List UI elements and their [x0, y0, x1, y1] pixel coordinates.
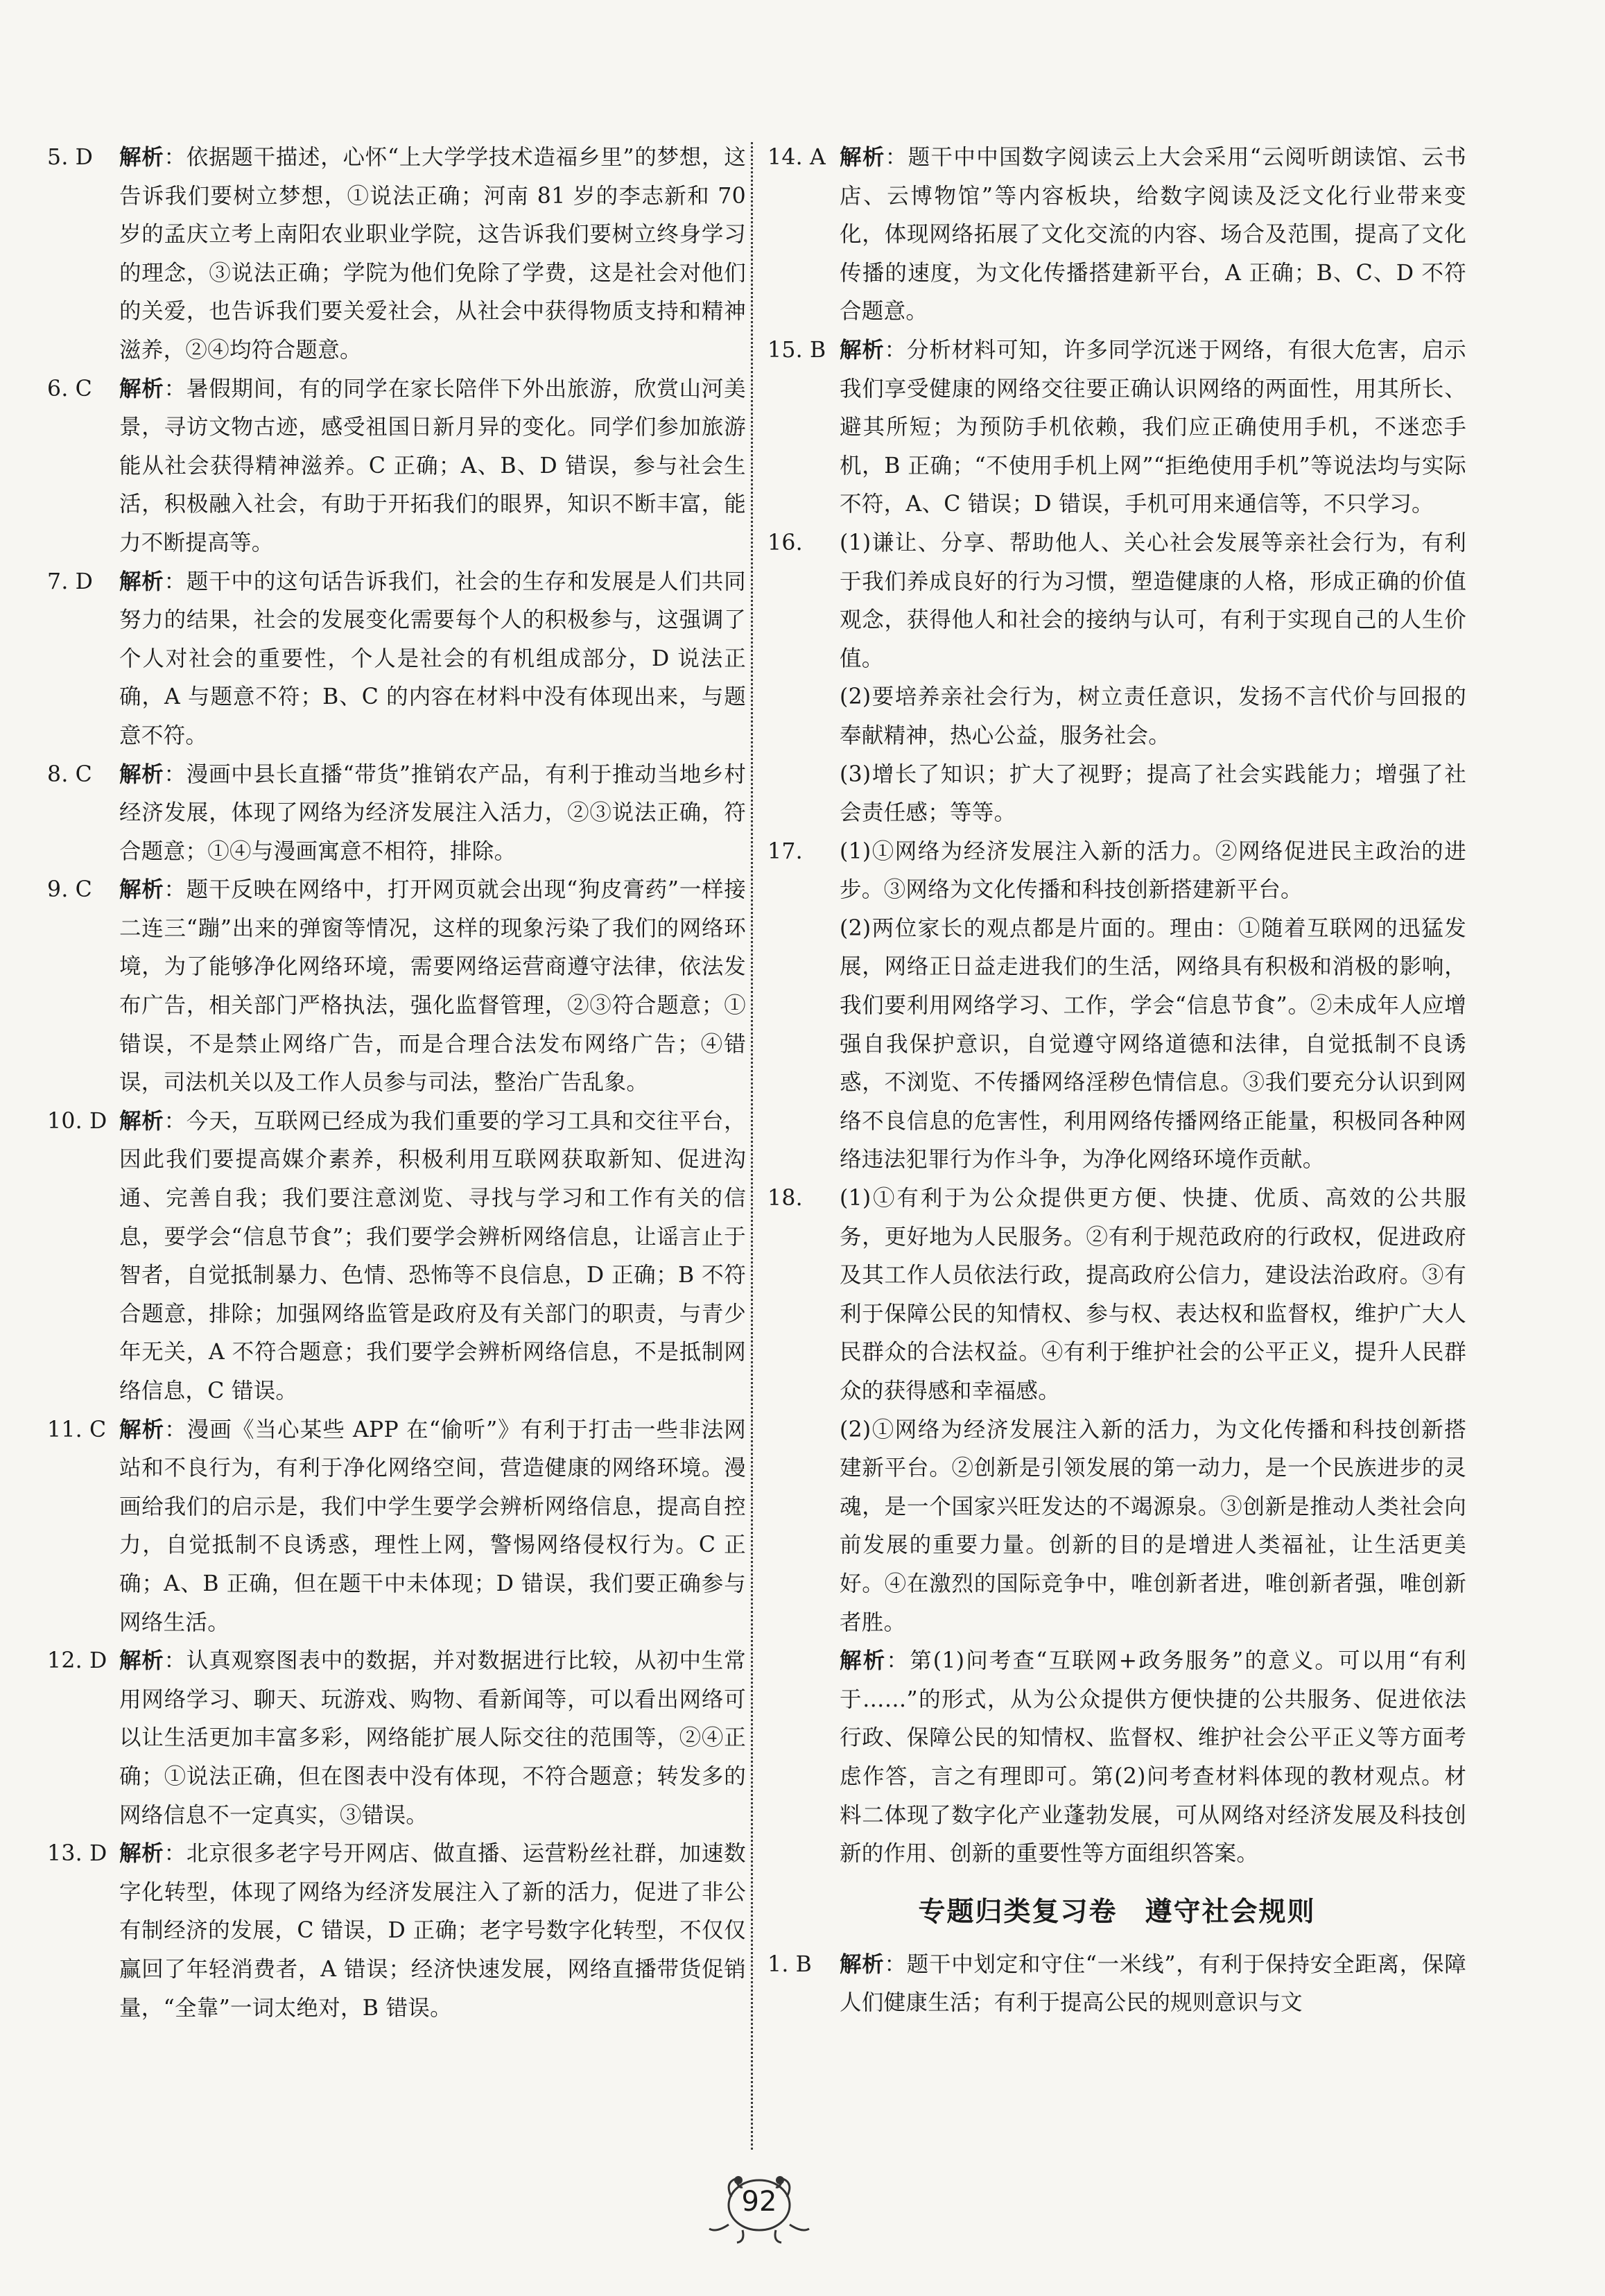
analysis-text: ：题干中中国数字阅读云上大会采用“云阅听朗读馆、云书店、云博物馆”等内容板块，给数字阅读及泛文化行业带来变化，体现网络拓展了文化交流的内容、场合及范围，提高了文化传播的速度，为文化传播搭建新平台，A 正确；B、C、D 不符合题意。: [840, 145, 1466, 325]
question-index: 15.: [767, 337, 803, 363]
answer-body: [119, 1109, 746, 1404]
answer-body: [840, 1186, 1466, 1404]
answer-item: [767, 1180, 1466, 1411]
analysis-text: (1)①网络为经济发展注入新的活力。②网络促进民主政治的进步。③网络为文化传播和科技创新搭建新平台。: [840, 838, 1466, 903]
question-index: 10.: [47, 1108, 83, 1134]
question-number: [47, 756, 92, 795]
question-index: 9.: [47, 877, 69, 903]
column-divider: [751, 142, 753, 2150]
question-index: 5.: [47, 145, 69, 170]
answer-choice: D: [75, 145, 94, 170]
question-index: 7.: [47, 569, 69, 594]
answer-body: [119, 377, 746, 555]
answer-paragraph: [767, 1411, 1466, 1643]
section-title-sub: 遵守社会规则: [1145, 1896, 1316, 1928]
answer-choice: C: [75, 761, 93, 787]
paragraph-text: (2)①网络为经济发展注入新的活力，为文化传播和科技创新搭建新平台。②创新是引领发展的第一动力，是一个民族进步的灵魂，是一个国家兴旺发达的不竭源泉。③创新是推动人类社会向前发展的重要力量。创新的目的是增进人类福祉，让生活更美好。④在激烈的国际竞争中，唯创新者进，唯创新者强，唯创新者胜。: [840, 1417, 1466, 1635]
analysis-label: 解析: [119, 145, 164, 170]
question-index: 1.: [767, 1951, 789, 1977]
section-title-main: 专题归类复习卷: [918, 1896, 1118, 1928]
question-index: 11.: [47, 1417, 83, 1442]
answer-item: [47, 1411, 746, 1643]
answer-choice: D: [89, 1108, 107, 1134]
question-index: 8.: [47, 761, 69, 787]
analysis-text: ：暑假期间，有的同学在家长陪伴下外出旅游，欣赏山河美景，寻访文物古迹，感受祖国日新月异的变化。同学们参加旅游能从社会获得精神滋养。C 正确；A、B、D 错误，参与社会生活，积极融入社会，有助于开拓我们的眼界，知识不断丰富，能力不断提高等。: [119, 376, 746, 555]
question-number: [47, 1411, 106, 1450]
question-index: 12.: [47, 1648, 83, 1674]
analysis-label: 解析: [840, 1648, 887, 1674]
analysis-label: 解析: [119, 877, 164, 903]
question-number: [47, 871, 92, 910]
answer-choice: B: [795, 1951, 813, 1977]
answer-paragraph: [767, 1642, 1466, 1874]
page-number-badge: [704, 2169, 815, 2245]
answer-body: [840, 145, 1466, 324]
page-number: 92: [741, 2186, 777, 2218]
question-number: [47, 563, 93, 602]
analysis-text: ：今天，互联网已经成为我们重要的学习工具和交往平台，因此我们要提高媒介素养，积极利用互联网获取新知、促进沟通、完善自我；我们要注意浏览、寻找与学习和工作有关的信息，要学会“信息节食”；我们要学会辨析网络信息，让谣言止于智者，自觉抵制暴力、色情、恐怖等不良信息，D 正确；B 不符合题意，排除；加强网络监管是政府及有关部门的职责，与青少年无关，A 不符合题意；我们要学会辨析网络信息，不是抵制网络信息，C 错误。: [119, 1108, 746, 1404]
question-index: 13.: [47, 1841, 83, 1867]
analysis-text: ：漫画中县长直播“带货”推销农产品，有利于推动当地乡村经济发展，体现了网络为经济发展注入活力，②③说法正确，符合题意；①④与漫画寓意不相符，排除。: [119, 761, 746, 864]
analysis-text: ：题干反映在网络中，打开网页就会出现“狗皮膏药”一样接二连三“蹦”出来的弹窗等情况，这样的现象污染了我们的网络环境，为了能够净化网络环境，需要网络运营商遵守法律，依法发布广告，相关部门严格执法，强化监督管理，②③符合题意；①错误，不是禁止网络广告，而是合理合法发布网络广告；④错误，司法机关以及工作人员参与司法，整治广告乱象。: [119, 877, 746, 1096]
answer-choice: C: [89, 1417, 107, 1442]
answer-item: [47, 563, 746, 756]
answer-choice: A: [810, 145, 826, 170]
answer-body: [119, 1841, 746, 2020]
answer-body: [840, 1952, 1466, 2016]
question-number: [47, 1642, 107, 1681]
answer-choice: D: [89, 1841, 107, 1867]
question-number: [47, 370, 92, 409]
answer-item: [47, 1642, 746, 1835]
analysis-text: ：分析材料可知，许多同学沉迷于网络，有很大危害，启示我们享受健康的网络交往要正确认识网络的两面性，用其所长、避其所短；为预防手机依赖，我们应正确使用手机，不迷恋手机，B 正确；“不使用手机上网”“拒绝使用手机”等说法均与实际不符，A、C 错误；D 错误，手机可用来通信等，不只学习。: [840, 337, 1466, 517]
analysis-label: 解析: [119, 1648, 164, 1674]
answer-choice: D: [75, 569, 94, 594]
answer-choice: C: [75, 877, 93, 903]
right-column: [767, 139, 1466, 2023]
analysis-label: 解析: [119, 1841, 164, 1867]
analysis-text: ：依据题干描述，心怀“上大学学技术造福乡里”的梦想，这告诉我们要树立梦想，①说法正确；河南 81 岁的李志新和 70 岁的孟庆立考上南阳农业职业学院，这告诉我们要树立终身学习的理念，③说法正确；学院为他们免除了学费，这是社会对他们的关爱，也告诉我们要关爱社会，从社会中获得物质支持和精神滋养，②④均符合题意。: [119, 145, 746, 363]
analysis-text: ：题干中划定和守住“一米线”，有利于保持安全距离，保障人们健康生活；有利于提高公民的规则意识与文: [840, 1951, 1466, 2016]
answer-paragraph: [767, 678, 1466, 755]
answer-item: [47, 370, 746, 563]
answer-choice: B: [810, 337, 826, 363]
analysis-label: 解析: [119, 1108, 164, 1134]
analysis-label: 解析: [119, 1417, 165, 1442]
answer-body: [119, 1648, 746, 1827]
answer-body: [119, 877, 746, 1095]
question-number: [47, 1103, 107, 1141]
analysis-label: 解析: [840, 145, 885, 170]
question-number: [47, 139, 93, 178]
question-number: [47, 1835, 107, 1874]
paragraph-text: (3)增长了知识；扩大了视野；提高了社会实践能力；增强了社会责任感；等等。: [840, 761, 1466, 826]
answer-body: [119, 762, 746, 864]
analysis-text: (1)谦让、分享、帮助他人、关心社会发展等亲社会行为，有利于我们养成良好的行为习惯，塑造健康的人格，形成正确的价值观念，获得他人和社会的接纳与认可，有利于实现自己的人生价值。: [840, 530, 1466, 671]
analysis-label: 解析: [119, 376, 164, 402]
answer-item: [47, 139, 746, 370]
section-title: [767, 1893, 1466, 1932]
analysis-text: ：认真观察图表中的数据，并对数据进行比较，从初中生常用网络学习、聊天、玩游戏、购物、看新闻等，可以看出网络可以让生活更加丰富多彩，网络能扩展人际交往的范围等，②④正确；①说法正确，但在图表中没有体现，不符合题意；转发多的网络信息不一定真实，③错误。: [119, 1648, 746, 1828]
answer-body: [840, 839, 1466, 903]
analysis-text: ：漫画《当心某些 APP 在“偷听”》有利于打击一些非法网站和不良行为，有利于净化网络空间，营造健康的网络环境。漫画给我们的启示是，我们中学生要学会辨析网络信息，提高自控力，自觉抵制不良诱惑，理性上网，警惕网络侵权行为。C 正确；A、B 正确，但在题干中未体现；D 错误，我们要正确参与网络生活。: [119, 1417, 746, 1635]
answer-body: [840, 530, 1466, 671]
analysis-label: 解析: [840, 1951, 885, 1977]
answer-body: [840, 338, 1466, 517]
question-index: 16.: [767, 530, 803, 555]
answer-paragraph: [767, 910, 1466, 1180]
answer-paragraph: [767, 756, 1466, 833]
question-index: 18.: [767, 1186, 803, 1211]
answer-body: [119, 1417, 746, 1635]
answer-item: [47, 1103, 746, 1411]
question-number: [767, 524, 803, 563]
answer-choice: D: [89, 1648, 107, 1674]
answer-body: [119, 569, 746, 748]
analysis-label: 解析: [840, 337, 885, 363]
answer-item: [47, 871, 746, 1103]
answer-item: [767, 524, 1466, 678]
answer-item: [767, 139, 1466, 331]
question-number: [767, 139, 826, 178]
question-number: [767, 1180, 803, 1218]
question-index: 14.: [767, 145, 803, 170]
left-column: [47, 139, 746, 2028]
paragraph-text: (2)两位家长的观点都是片面的。理由：①随着互联网的迅猛发展，网络正日益走进我们的生活，网络具有积极和消极的影响，我们要利用网络学习、工作，学会“信息节食”。②未成年人应增强自我保护意识，自觉遵守网络道德和法律，自觉抵制不良诱惑，不浏览、不传播网络淫秽色情信息。③我们要充分认识到网络不良信息的危害性，利用网络传播网络正能量，积极同各种网络违法犯罪行为作斗争，为净化网络环境作贡献。: [840, 915, 1466, 1173]
analysis-label: 解析: [119, 569, 164, 594]
analysis-text: (1)①有利于为公众提供更方便、快捷、优质、高效的公共服务，更好地为人民服务。②有利于规范政府的行政权，促进政府及其工作人员依法行政，提高政府公信力，建设法治政府。③有利于保障公民的知情权、参与权、表达权和监督权，维护广大人民群众的合法权益。④有利于维护社会的公平正义，提升人民群众的获得感和幸福感。: [840, 1186, 1466, 1404]
question-index: 6.: [47, 376, 69, 402]
question-index: 17.: [767, 838, 803, 864]
analysis-text: ：北京很多老字号开网店、做直播、运营粉丝社群，加速数字化转型，体现了网络为经济发展注入了新的活力，促进了非公有制经济的发展，C 错误，D 正确；老字号数字化转型，不仅仅赢回了年轻消费者，A 错误；经济快速发展，网络直播带货促销量，“全靠”一词太绝对，B 错误。: [119, 1841, 746, 2021]
answer-item: [767, 331, 1466, 524]
answer-item: [767, 1946, 1466, 2023]
answer-body: [119, 145, 746, 363]
analysis-label: 解析: [119, 761, 164, 787]
answer-item: [767, 833, 1466, 910]
answer-item: [47, 1835, 746, 2028]
question-number: [767, 331, 826, 370]
paragraph-text: ：第(1)问考查“互联网+政务服务”的意义。可以用“有利于……”的形式，从为公众提供方便快捷的公共服务、促进依法行政、保障公民的知情权、监督权、维护社会公平正义等方面考虑作答，言之有理即可。第(2)问考查材料体现的教材观点。材料二体现了数字化产业蓬勃发展，可从网络对经济发展及科技创新的作用、创新的重要性等方面组织答案。: [840, 1648, 1466, 1867]
question-number: [767, 1946, 812, 1985]
question-number: [767, 833, 803, 872]
analysis-text: ：题干中的这句话告诉我们，社会的生存和发展是人们共同努力的结果，社会的发展变化需要每个人的积极参与，这强调了个人对社会的重要性，个人是社会的有机组成部分，D 说法正确，A 与题意不符；B、C 的内容在材料中没有体现出来，与题意不符。: [119, 569, 746, 748]
answer-choice: C: [75, 376, 93, 402]
answer-item: [47, 756, 746, 872]
paragraph-text: (2)要培养亲社会行为，树立责任意识，发扬不言代价与回报的奉献精神，热心公益，服务社会。: [840, 684, 1466, 748]
